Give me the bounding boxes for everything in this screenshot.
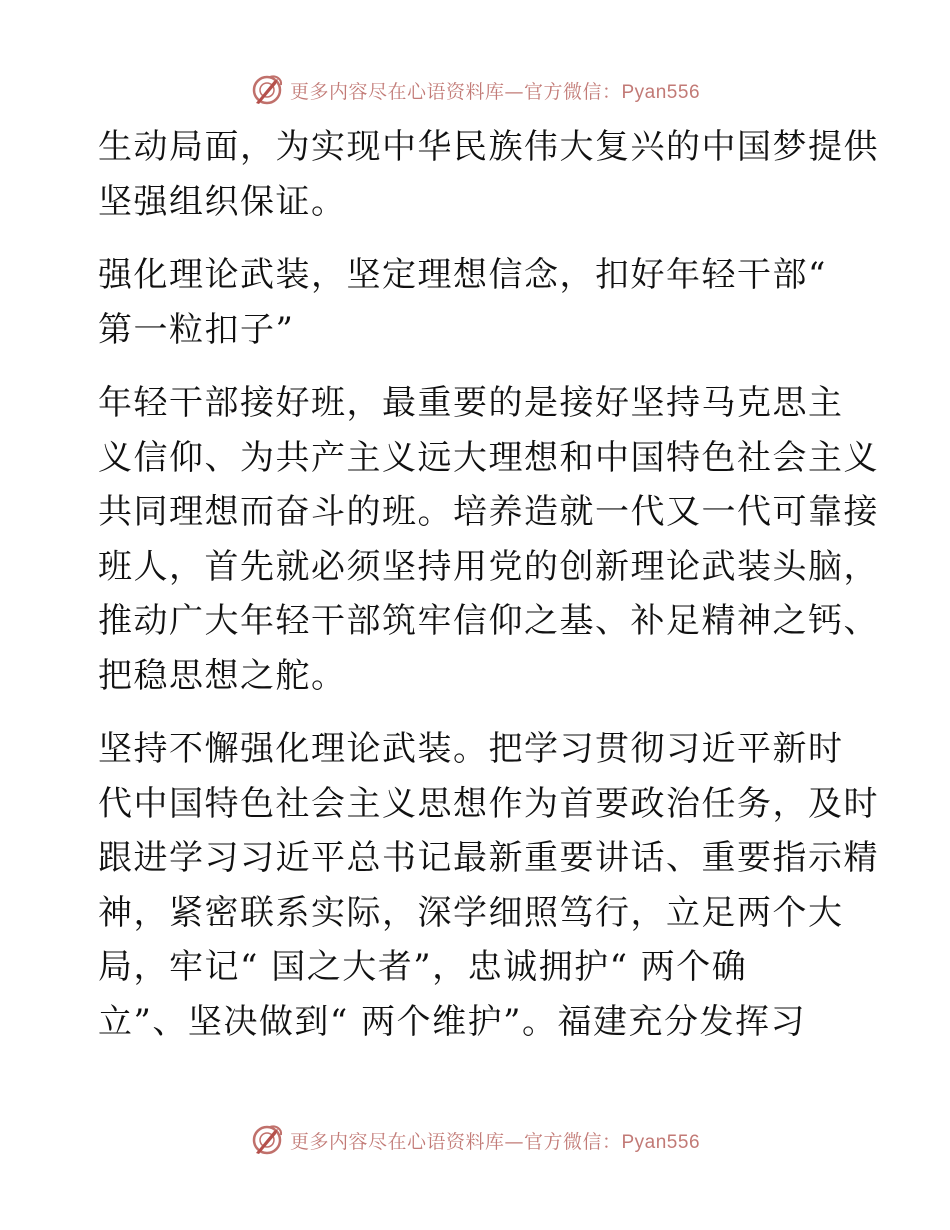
quill-logo-icon <box>250 1123 284 1157</box>
paragraph <box>98 120 879 229</box>
text-line: 立”、坚决做到“ 两个维护”。福建充分发挥习 <box>98 1001 806 1042</box>
text-line: 代中国特色社会主义思想作为首要政治任务，及时 <box>98 783 879 824</box>
text-line: 跟进学习习近平总书记最新重要讲话、重要指示精 <box>98 838 879 878</box>
text-line: 神，紧密联系实际，深学细照笃行，立足两个大 <box>98 892 844 933</box>
paragraph <box>98 722 879 1049</box>
watermark-text: 更多内容尽在心语资料库—官方微信：Pyan556 <box>289 1130 701 1153</box>
watermark-text: 更多内容尽在心语资料库—官方微信：Pyan556 <box>289 80 701 103</box>
text-line: 把稳思想之舵。 <box>98 655 347 696</box>
document-body <box>98 120 879 1049</box>
text-line: 强化理论武装，坚定理想信念，扣好年轻干部“ <box>98 255 827 295</box>
text-line: 班人，首先就必须坚持用党的创新理论武装头脑， <box>98 546 879 587</box>
text-line: 第一粒扣子” <box>98 309 295 350</box>
text-line: 坚持不懈强化理论武装。把学习贯彻习近平新时 <box>98 729 844 769</box>
paragraph <box>98 376 879 703</box>
text-line: 推动广大年轻干部筑牢信仰之基、补足精神之钙、 <box>98 601 879 641</box>
quill-logo-icon <box>250 73 284 107</box>
section-heading <box>98 248 858 357</box>
text-line: 共同理想而奋斗的班。培养造就一代又一代可靠接 <box>98 492 879 532</box>
text-line: 生动局面，为实现中华民族伟大复兴的中国梦提供 <box>98 127 879 167</box>
text-line: 局，牢记“ 国之大者”，忠诚拥护“ 两个确 <box>98 947 748 987</box>
header-watermark <box>0 72 950 108</box>
text-line: 年轻干部接好班，最重要的是接好坚持马克思主 <box>98 383 844 423</box>
text-line: 义信仰、为共产主义远大理想和中国特色社会主义 <box>98 437 879 478</box>
footer-watermark <box>0 1122 950 1158</box>
text-line: 坚强组织保证。 <box>98 181 347 222</box>
